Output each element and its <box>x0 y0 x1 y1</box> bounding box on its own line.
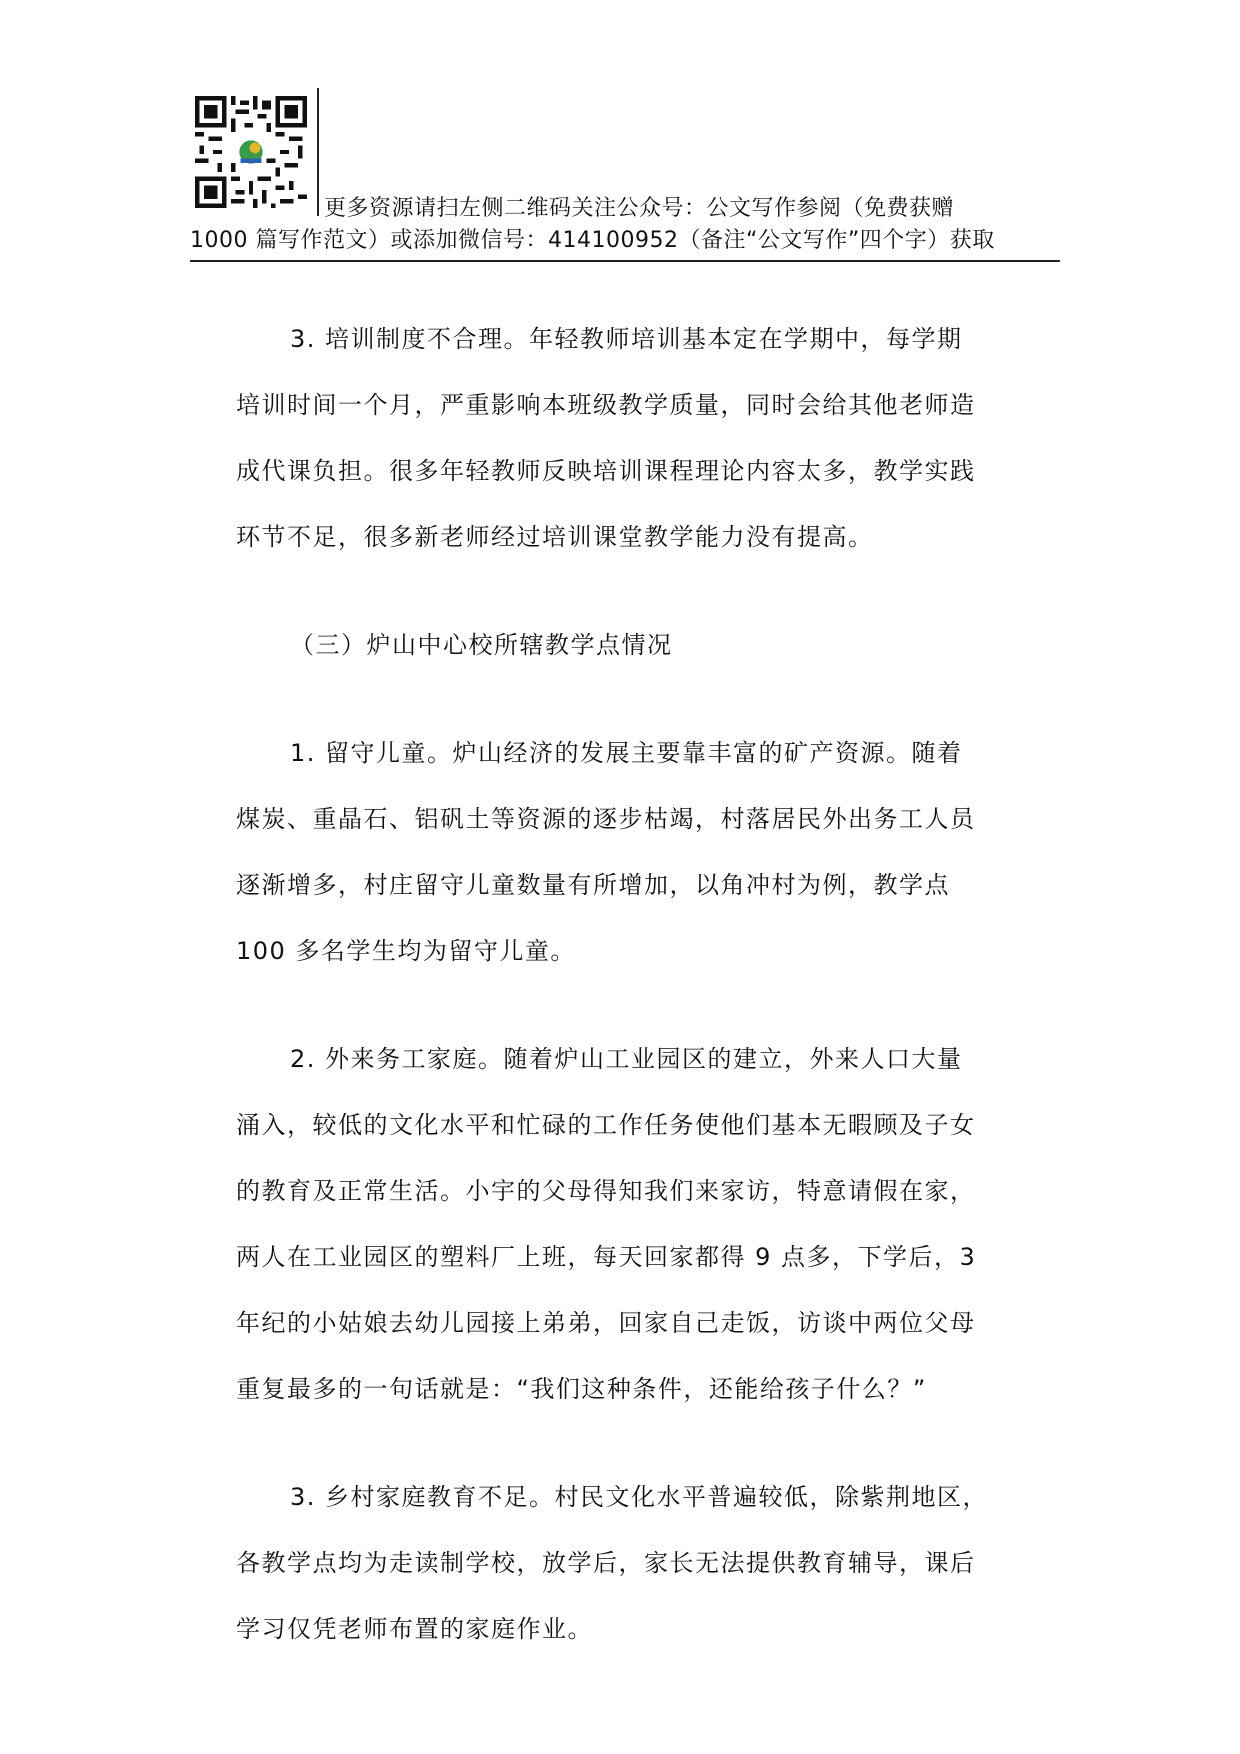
text-line: 学习仅凭老师布置的家庭作业。 <box>236 1615 593 1643</box>
text-line: 两人在工业园区的塑料厂上班，每天回家都得 9 点多，下学后，3 <box>236 1243 977 1271</box>
text-line: 年纪的小姑娘去幼儿园接上弟弟，回家自己走饭，访谈中两位父母 <box>236 1309 976 1337</box>
text-line: 100 多名学生均为留守儿童。 <box>236 937 576 965</box>
document-body <box>236 306 1016 1704</box>
text-line: 2. 外来务工家庭。随着炉山工业园区的建立，外来人口大量 <box>290 1045 963 1073</box>
text-line: 煤炭、重晶石、铝矾土等资源的逐步枯竭，村落居民外出务工人员 <box>236 805 976 833</box>
text-line: 的教育及正常生活。小宇的父母得知我们来家访，特意请假在家， <box>236 1177 976 1205</box>
header-divider <box>317 88 319 216</box>
paragraph-family-education <box>236 1464 1016 1662</box>
section-heading: （三）炉山中心校所辖教学点情况 <box>290 631 673 659</box>
text-line: 成代课负担。很多年轻教师反映培训课程理论内容太多，教学实践 <box>236 457 976 485</box>
text-line: 3. 乡村家庭教育不足。村民文化水平普遍较低，除紫荆地区， <box>290 1483 989 1511</box>
header-notice-line2: 1000 篇写作范文）或添加微信号：414100952（备注“公文写作”四个字）获取 <box>190 228 995 253</box>
paragraph-migrant-families <box>236 1026 1016 1422</box>
qr-code-icon <box>195 96 307 208</box>
text-line: 培训时间一个月，严重影响本班级教学质量，同时会给其他老师造 <box>236 391 976 419</box>
text-line: 涌入，较低的文化水平和忙碌的工作任务使他们基本无暇顾及子女 <box>236 1111 976 1139</box>
page-header <box>190 88 1060 263</box>
paragraph-left-behind-children <box>236 720 1016 984</box>
header-rule <box>190 260 1060 262</box>
text-line: 各教学点均为走读制学校，放学后，家长无法提供教育辅导，课后 <box>236 1549 976 1577</box>
text-line: 3. 培训制度不合理。年轻教师培训基本定在学期中，每学期 <box>290 325 963 353</box>
text-line: 重复最多的一句话就是：“我们这种条件，还能给孩子什么？” <box>236 1375 927 1403</box>
header-notice-line1: 更多资源请扫左侧二维码关注公众号：公文写作参阅（免费获赠 <box>324 196 955 221</box>
text-line: 1. 留守儿童。炉山经济的发展主要靠丰富的矿产资源。随着 <box>290 739 963 767</box>
text-line: 逐渐增多，村庄留守儿童数量有所增加，以角冲村为例，教学点 <box>236 871 950 899</box>
text-line: 环节不足，很多新老师经过培训课堂教学能力没有提高。 <box>236 523 874 551</box>
paragraph-training-system <box>236 306 1016 570</box>
